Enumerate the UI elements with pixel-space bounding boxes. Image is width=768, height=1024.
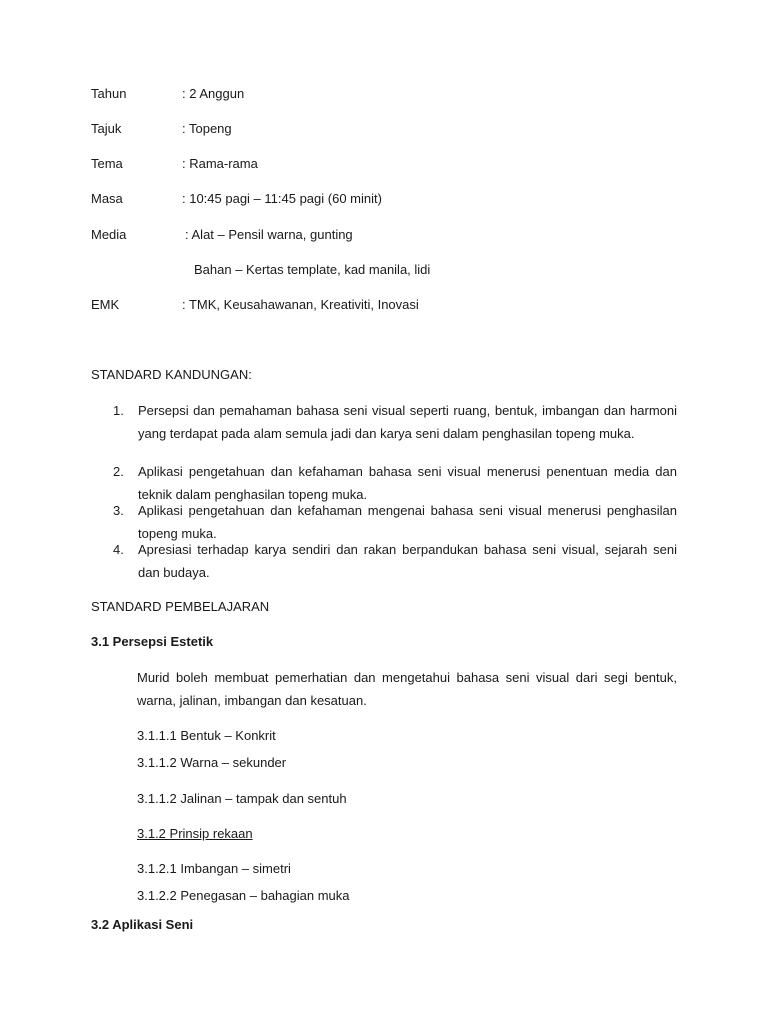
tahun-label: Tahun (91, 86, 127, 101)
prinsip-rekaan-subheading: 3.1.2 Prinsip rekaan (137, 826, 253, 841)
learning-point: 3.1.1.1 Bentuk – Konkrit (137, 728, 276, 743)
tema-label: Tema (91, 156, 123, 171)
list-item-number: 1. (113, 403, 124, 418)
list-item-number: 2. (113, 464, 124, 479)
tema-value: : Rama-rama (182, 156, 258, 171)
learning-point: 3.1.1.2 Jalinan – tampak dan sentuh (137, 791, 347, 806)
media-value-bahan: Bahan – Kertas template, kad manila, lidi (194, 262, 431, 277)
list-item-number: 3. (113, 503, 124, 518)
list-item: Aplikasi pengetahuan dan kefahaman bahasa seni visual menerusi penentuan media dan teknik dalam penghasilan topeng muka. (138, 464, 677, 502)
section-title-persepsi-estetik: 3.1 Persepsi Estetik (91, 634, 214, 649)
section-paragraph: Murid boleh membuat pemerhatian dan mengetahui bahasa seni visual dari segi bentuk, warna, jalinan, imbangan dan kesatuan. (137, 670, 677, 708)
masa-value: : 10:45 pagi – 11:45 pagi (60 minit) (182, 191, 382, 206)
list-item: Persepsi dan pemahaman bahasa seni visual seperti ruang, bentuk, imbangan dan harmoni yang terdapat pada alam semula jadi dan karya seni dalam penghasilan topeng muka. (138, 403, 677, 441)
media-label: Media (91, 227, 127, 242)
standard-pembelajaran-heading: STANDARD PEMBELAJARAN (91, 599, 270, 614)
standard-kandungan-heading: STANDARD KANDUNGAN: (91, 367, 252, 382)
tahun-value: : 2 Anggun (182, 86, 245, 101)
media-value: : Alat – Pensil warna, gunting (185, 227, 353, 242)
list-item-number: 4. (113, 542, 124, 557)
tajuk-label: Tajuk (91, 121, 122, 136)
learning-point: 3.1.1.2 Warna – sekunder (137, 755, 287, 770)
learning-point: 3.1.2.2 Penegasan – bahagian muka (137, 888, 350, 903)
list-item: Aplikasi pengetahuan dan kefahaman mengenai bahasa seni visual menerusi penghasilan topeng muka. (138, 503, 677, 541)
emk-value: : TMK, Keusahawanan, Kreativiti, Inovasi (182, 297, 419, 312)
learning-point: 3.1.2.1 Imbangan – simetri (137, 861, 291, 876)
list-item: Apresiasi terhadap karya sendiri dan rakan berpandukan bahasa seni visual, sejarah seni dan budaya. (138, 542, 677, 580)
emk-label: EMK (91, 297, 120, 312)
tajuk-value: : Topeng (182, 121, 232, 136)
section-title-aplikasi-seni: 3.2 Aplikasi Seni (91, 917, 194, 932)
masa-label: Masa (91, 191, 123, 206)
